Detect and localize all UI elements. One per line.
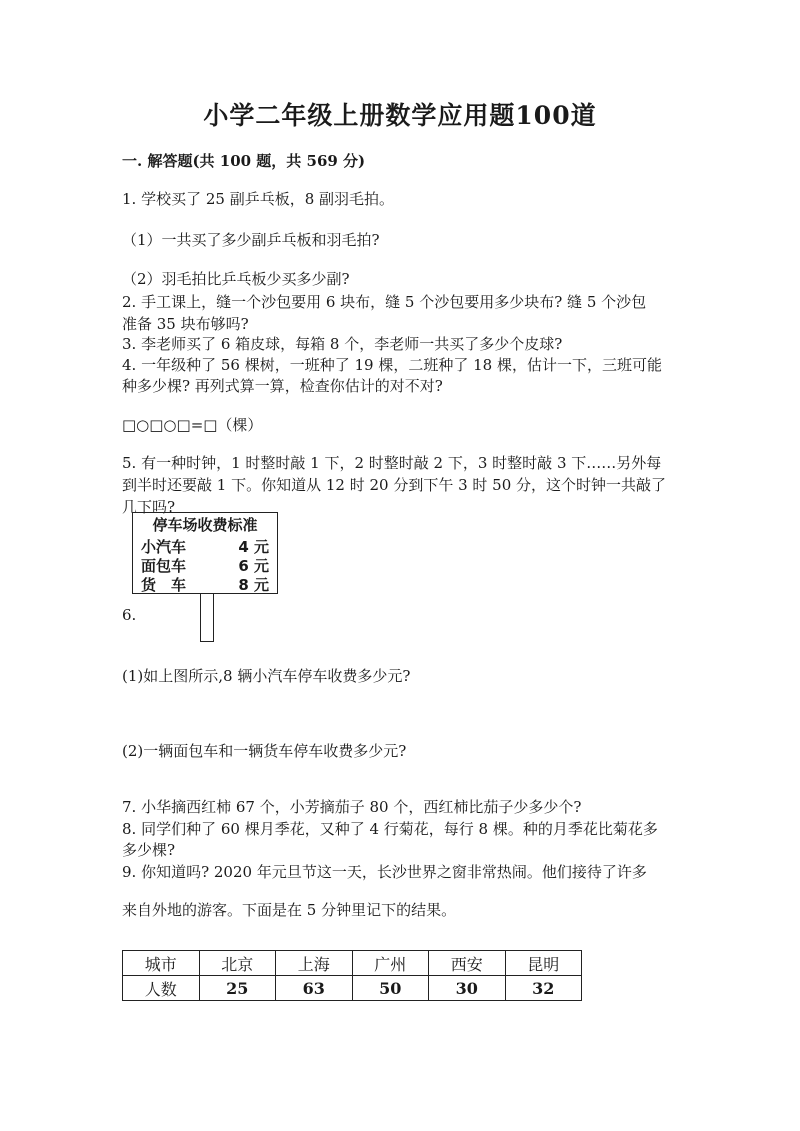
table-row bbox=[123, 976, 582, 1001]
table-cell: 30 bbox=[429, 976, 506, 1001]
question-4-formula: □○□○□=□（棵） bbox=[122, 416, 263, 434]
parking-sign-row bbox=[141, 555, 269, 575]
question-4-line-1: 4. 一年级种了 56 棵树，一班种了 19 棵，二班种了 18 棵，估计一下，三班可能 bbox=[122, 356, 662, 374]
question-5-line-1: 5. 有一种时钟，1 时整时敲 1 下，2 时整时敲 2 下，3 时整时敲 3 下……另外每 bbox=[122, 454, 662, 472]
visitors-table bbox=[122, 950, 582, 1001]
question-5-line-3: 几下吗? bbox=[122, 498, 176, 516]
vehicle-name: 面包车 bbox=[141, 557, 187, 575]
question-6-part-1: (1)如上图所示,8 辆小汽车停车收费多少元? bbox=[122, 667, 411, 685]
question-8-line-1: 8. 同学们种了 60 棵月季花，又种了 4 行菊花，每行 8 棵。种的月季花比菊花多 bbox=[122, 820, 658, 838]
table-header-cell: 西安 bbox=[429, 951, 506, 976]
page-title: 小学二年级上册数学应用题100道 bbox=[203, 101, 597, 130]
section-heading: 一. 解答题(共 100 题，共 569 分) bbox=[122, 152, 366, 170]
question-1-stem: 1. 学校买了 25 副乒乓板，8 副羽毛拍。 bbox=[122, 190, 395, 208]
question-3: 3. 李老师买了 6 箱皮球，每箱 8 个，李老师一共买了多少个皮球? bbox=[122, 335, 563, 353]
vehicle-price: 4 元 bbox=[238, 538, 269, 556]
question-7: 7. 小华摘西红柿 67 个，小芳摘茄子 80 个，西红柿比茄子少多少个? bbox=[122, 798, 582, 816]
question-9-line-1: 9. 你知道吗? 2020 年元旦节这一天，长沙世界之窗非常热闹。他们接待了许多 bbox=[122, 863, 647, 881]
parking-sign-row bbox=[141, 574, 269, 594]
question-6-number: 6. bbox=[122, 606, 137, 624]
question-5-line-2: 到半时还要敲 1 下。你知道从 12 时 20 分到下午 3 时 50 分，这个时钟一共敲了 bbox=[122, 476, 667, 494]
table-cell: 50 bbox=[352, 976, 429, 1001]
table-cell: 32 bbox=[505, 976, 582, 1001]
question-2-line-1: 2. 手工课上，缝一个沙包要用 6 块布，缝 5 个沙包要用多少块布? 缝 5 个沙包 bbox=[122, 293, 647, 311]
table-header-cell: 上海 bbox=[276, 951, 353, 976]
table-header-row bbox=[123, 951, 582, 976]
vehicle-name: 货 车 bbox=[141, 576, 187, 594]
parking-sign-post bbox=[200, 594, 214, 642]
table-header-cell: 广州 bbox=[352, 951, 429, 976]
vehicle-name: 小汽车 bbox=[141, 538, 187, 556]
parking-fee-sign bbox=[132, 512, 278, 594]
table-header-cell: 城市 bbox=[123, 951, 200, 976]
table-header-cell: 北京 bbox=[199, 951, 276, 976]
parking-sign-title: 停车场收费标准 bbox=[152, 516, 258, 534]
question-6-part-2: (2)一辆面包车和一辆货车停车收费多少元? bbox=[122, 742, 407, 760]
question-4-line-2: 种多少棵? 再列式算一算，检查你估计的对不对? bbox=[122, 377, 443, 395]
table-cell: 人数 bbox=[123, 976, 200, 1001]
question-8-line-2: 多少棵? bbox=[122, 841, 176, 859]
vehicle-price: 6 元 bbox=[238, 557, 269, 575]
table-cell: 25 bbox=[199, 976, 276, 1001]
table-header-cell: 昆明 bbox=[505, 951, 582, 976]
vehicle-price: 8 元 bbox=[238, 576, 269, 594]
parking-sign-row bbox=[141, 536, 269, 556]
question-1-part-2: （2）羽毛拍比乒乓板少买多少副? bbox=[122, 270, 350, 288]
question-2-line-2: 准备 35 块布够吗? bbox=[122, 315, 249, 333]
question-1-part-1: （1）一共买了多少副乒乓板和羽毛拍? bbox=[122, 231, 380, 249]
table-cell: 63 bbox=[276, 976, 353, 1001]
question-9-line-2: 来自外地的游客。下面是在 5 分钟里记下的结果。 bbox=[122, 901, 457, 919]
